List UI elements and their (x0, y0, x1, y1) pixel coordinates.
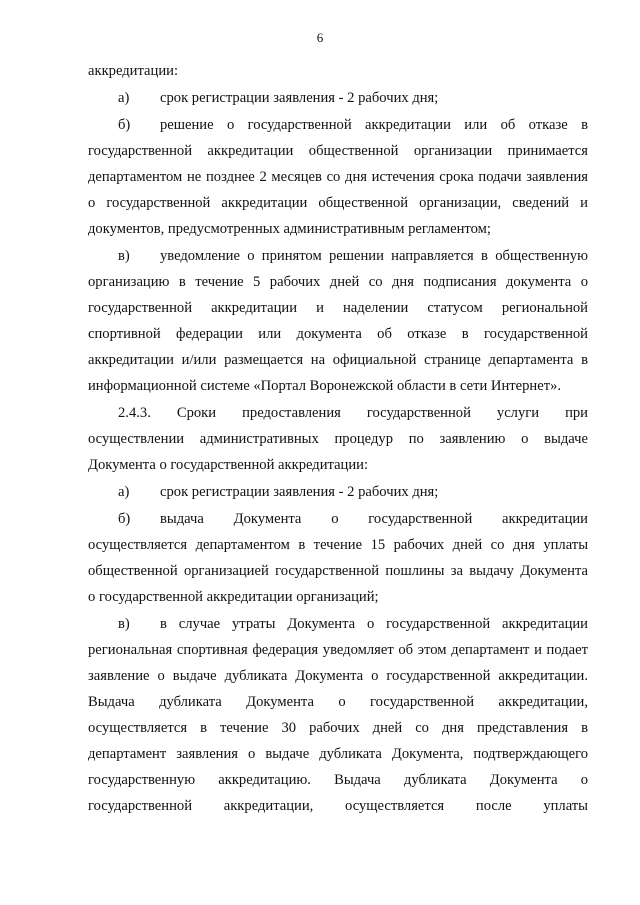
text-line: государственную аккредитацию. Выдача дубликата Документа о (88, 772, 588, 788)
list-marker: б) (118, 117, 131, 133)
list-item-text: решение о государственной аккредитации или об отказе в (160, 117, 588, 133)
text-line: заявление о выдаче дубликата Документа о государственной аккредитации. (88, 668, 588, 684)
text-line: государственной аккредитации и наделении статусом региональной (88, 300, 588, 316)
text-line: осуществлении административных процедур по заявлению о выдаче (88, 431, 588, 447)
list-marker: в) (118, 616, 130, 632)
list-marker: а) (118, 484, 130, 500)
text-line: аккредитации и/или размещается на официальной странице департамента в (88, 352, 588, 368)
text-line: о государственной аккредитации организаций; (88, 589, 379, 605)
text-line: Документа о государственной аккредитации: (88, 457, 369, 473)
text-line: государственной аккредитации общественной организации принимается (88, 143, 588, 159)
list-item-text: срок регистрации заявления - 2 рабочих дня; (160, 90, 439, 106)
text-line: аккредитации: (88, 63, 178, 79)
text-line: документов, предусмотренных административным регламентом; (88, 221, 491, 237)
text-line: Выдача дубликата Документа о государственной аккредитации, (88, 694, 588, 710)
list-item (88, 246, 588, 266)
text-line: о государственной аккредитации общественной организации, сведений и (88, 195, 588, 211)
list-marker: в) (118, 248, 130, 264)
section-heading: 2.4.3. Сроки предоставления государственной услуги при (118, 405, 588, 421)
text-line: информационной системе «Портал Воронежской области в сети Интернет». (88, 378, 562, 394)
text-line: спортивной федерации или документа об отказе в государственной (88, 326, 588, 342)
text-line: осуществляется департаментом в течение 15 рабочих дней со дня уплаты (88, 537, 588, 553)
list-marker: а) (118, 90, 130, 106)
list-item (88, 482, 588, 502)
page-number: 6 (316, 30, 324, 45)
text-line: государственной аккредитации, осуществляется после уплаты (88, 798, 588, 814)
list-marker: б) (118, 511, 131, 527)
list-item-text: срок регистрации заявления - 2 рабочих дня; (160, 484, 439, 500)
list-item (88, 614, 588, 634)
text-line: департамент заявления о выдаче дубликата Документа, подтверждающего (88, 746, 588, 762)
text-line: департаментом не позднее 2 месяцев со дня истечения срока подачи заявления (88, 169, 588, 185)
list-item-text: в случае утраты Документа о государственной аккредитации (160, 616, 588, 632)
text-line: общественной организацией государственной пошлины за выдачу Документа (88, 563, 588, 579)
list-item (88, 115, 588, 135)
text-line: осуществляется в течение 30 рабочих дней со дня представления в (88, 720, 588, 736)
list-item-text: выдача Документа о государственной аккредитации (160, 511, 588, 527)
text-line: организацию в течение 5 рабочих дней со дня подписания документа о (88, 274, 588, 290)
list-item (88, 509, 588, 529)
list-item-text: уведомление о принятом решении направляется в общественную (160, 248, 588, 264)
text-line: региональная спортивная федерация уведомляет об этом департамент и подает (88, 642, 588, 658)
list-item (88, 88, 588, 108)
